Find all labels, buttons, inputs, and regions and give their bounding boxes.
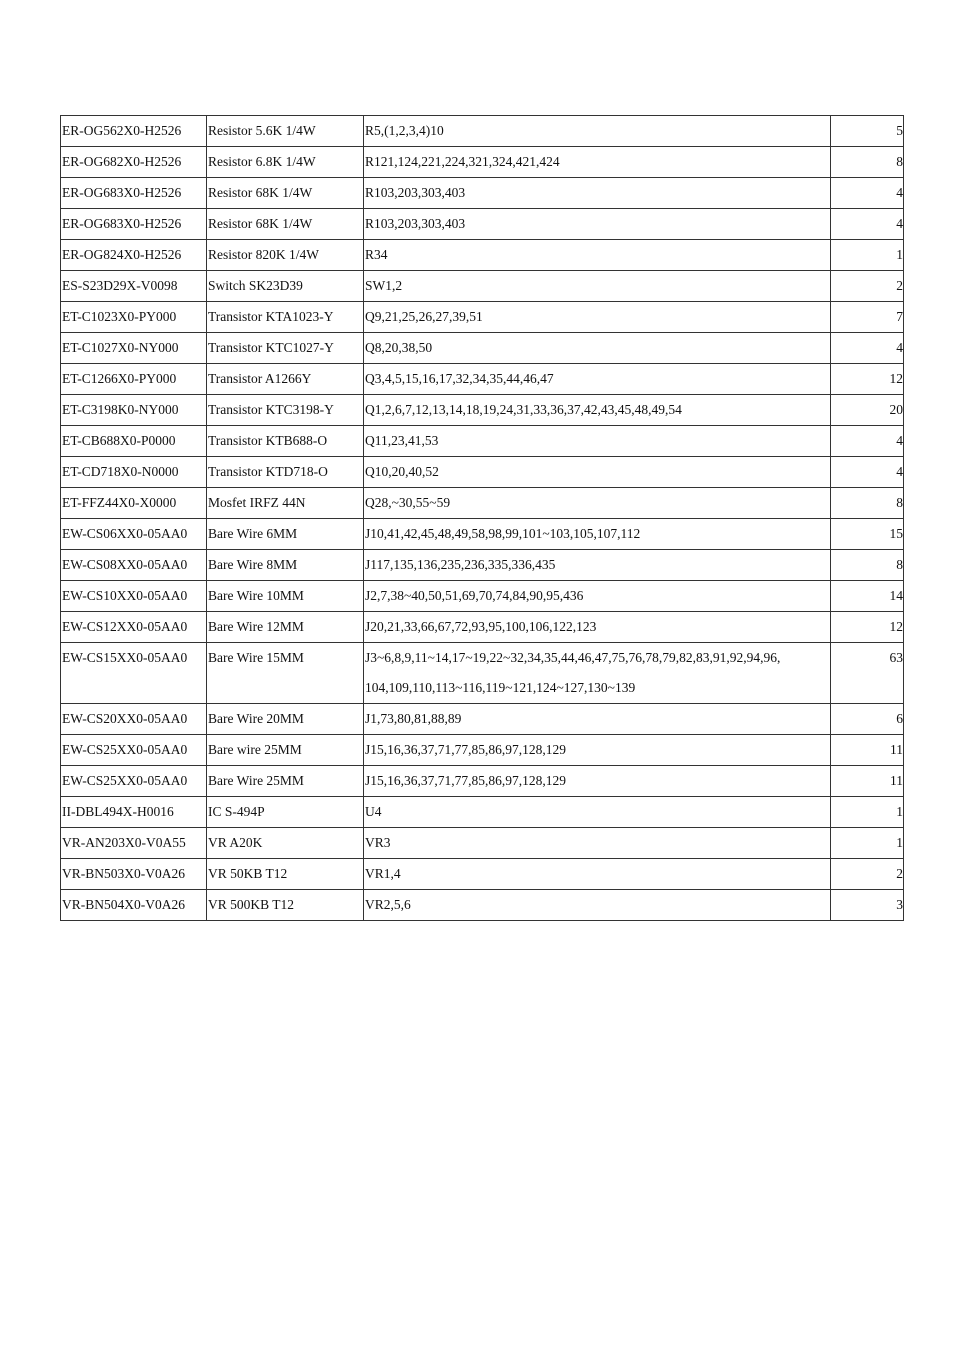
description-cell: Resistor 5.6K 1/4W xyxy=(207,116,364,147)
quantity-cell: 1 xyxy=(831,797,904,828)
quantity-cell: 11 xyxy=(831,735,904,766)
description-cell: VR 50KB T12 xyxy=(207,859,364,890)
table-row xyxy=(61,178,904,209)
reference-cell: J3~6,8,9,11~14,17~19,22~32,34,35,44,46,47,75,76,78,79,82,83,91,92,94,96, xyxy=(364,643,831,674)
table-row xyxy=(61,828,904,859)
description-cell: Bare Wire 10MM xyxy=(207,581,364,612)
description-cell: Bare Wire 12MM xyxy=(207,612,364,643)
part-number-cell: VR-AN203X0-V0A55 xyxy=(61,828,207,859)
reference-cell: Q1,2,6,7,12,13,14,18,19,24,31,33,36,37,42,43,45,48,49,54 xyxy=(364,395,831,426)
table-row xyxy=(61,488,904,519)
quantity-cell: 11 xyxy=(831,766,904,797)
part-number-cell: ER-OG683X0-H2526 xyxy=(61,178,207,209)
part-number-cell: EW-CS15XX0-05AA0 xyxy=(61,643,207,674)
part-number-cell: II-DBL494X-H0016 xyxy=(61,797,207,828)
part-number-cell: EW-CS20XX0-05AA0 xyxy=(61,704,207,735)
description-cell: Bare Wire 6MM xyxy=(207,519,364,550)
description-cell: Bare Wire 8MM xyxy=(207,550,364,581)
part-number-cell: EW-CS12XX0-05AA0 xyxy=(61,612,207,643)
table-row xyxy=(61,643,904,674)
quantity-cell: 8 xyxy=(831,550,904,581)
description-cell: Transistor KTD718-O xyxy=(207,457,364,488)
quantity-cell: 14 xyxy=(831,581,904,612)
table-row xyxy=(61,457,904,488)
quantity-cell: 8 xyxy=(831,488,904,519)
quantity-cell: 3 xyxy=(831,890,904,921)
description-cell: VR A20K xyxy=(207,828,364,859)
quantity-cell: 4 xyxy=(831,333,904,364)
quantity-cell: 2 xyxy=(831,859,904,890)
reference-cell: SW1,2 xyxy=(364,271,831,302)
reference-cell: J117,135,136,235,236,335,336,435 xyxy=(364,550,831,581)
quantity-cell: 7 xyxy=(831,302,904,333)
table-row xyxy=(61,364,904,395)
part-number-cell: ER-OG562X0-H2526 xyxy=(61,116,207,147)
reference-cell: Q10,20,40,52 xyxy=(364,457,831,488)
reference-cell: Q9,21,25,26,27,39,51 xyxy=(364,302,831,333)
reference-cell: U4 xyxy=(364,797,831,828)
reference-cell: VR2,5,6 xyxy=(364,890,831,921)
part-number-cell: EW-CS06XX0-05AA0 xyxy=(61,519,207,550)
table-row xyxy=(61,612,904,643)
description-cell: Mosfet IRFZ 44N xyxy=(207,488,364,519)
table-row xyxy=(61,333,904,364)
table-row xyxy=(61,704,904,735)
reference-cell: Q28,~30,55~59 xyxy=(364,488,831,519)
part-number-cell: ET-FFZ44X0-X0000 xyxy=(61,488,207,519)
bom-table-body xyxy=(61,116,904,921)
reference-cell: J2,7,38~40,50,51,69,70,74,84,90,95,436 xyxy=(364,581,831,612)
reference-cell: Q8,20,38,50 xyxy=(364,333,831,364)
table-row xyxy=(61,147,904,178)
table-row xyxy=(61,859,904,890)
quantity-cell: 20 xyxy=(831,395,904,426)
bom-table xyxy=(60,115,904,921)
empty-cell xyxy=(207,673,364,704)
reference-cell: Q3,4,5,15,16,17,32,34,35,44,46,47 xyxy=(364,364,831,395)
description-cell: Bare wire 25MM xyxy=(207,735,364,766)
table-row xyxy=(61,395,904,426)
table-row xyxy=(61,735,904,766)
part-number-cell: ES-S23D29X-V0098 xyxy=(61,271,207,302)
description-cell: Transistor KTC1027-Y xyxy=(207,333,364,364)
description-cell: Switch SK23D39 xyxy=(207,271,364,302)
reference-cell: VR3 xyxy=(364,828,831,859)
table-row xyxy=(61,797,904,828)
quantity-cell: 5 xyxy=(831,116,904,147)
part-number-cell: EW-CS25XX0-05AA0 xyxy=(61,766,207,797)
table-row xyxy=(61,550,904,581)
part-number-cell: ET-C3198K0-NY000 xyxy=(61,395,207,426)
part-number-cell: VR-BN503X0-V0A26 xyxy=(61,859,207,890)
part-number-cell: ER-OG824X0-H2526 xyxy=(61,240,207,271)
reference-cell: J15,16,36,37,71,77,85,86,97,128,129 xyxy=(364,766,831,797)
quantity-cell: 4 xyxy=(831,426,904,457)
part-number-cell: ET-CD718X0-N0000 xyxy=(61,457,207,488)
table-row xyxy=(61,581,904,612)
reference-cell: R34 xyxy=(364,240,831,271)
description-cell: Resistor 820K 1/4W xyxy=(207,240,364,271)
table-row xyxy=(61,766,904,797)
quantity-cell: 4 xyxy=(831,457,904,488)
quantity-cell: 1 xyxy=(831,240,904,271)
reference-cell: Q11,23,41,53 xyxy=(364,426,831,457)
quantity-cell: 2 xyxy=(831,271,904,302)
description-cell: Transistor A1266Y xyxy=(207,364,364,395)
reference-cell: J20,21,33,66,67,72,93,95,100,106,122,123 xyxy=(364,612,831,643)
description-cell: Bare Wire 25MM xyxy=(207,766,364,797)
reference-cell: J15,16,36,37,71,77,85,86,97,128,129 xyxy=(364,735,831,766)
table-row-continuation xyxy=(61,673,904,704)
quantity-cell: 4 xyxy=(831,178,904,209)
table-row xyxy=(61,519,904,550)
quantity-cell: 12 xyxy=(831,612,904,643)
description-cell: Transistor KTC3198-Y xyxy=(207,395,364,426)
part-number-cell: ER-OG683X0-H2526 xyxy=(61,209,207,240)
quantity-cell: 12 xyxy=(831,364,904,395)
description-cell: Bare Wire 15MM xyxy=(207,643,364,674)
description-cell: Resistor 68K 1/4W xyxy=(207,209,364,240)
table-row xyxy=(61,426,904,457)
part-number-cell: ET-CB688X0-P0000 xyxy=(61,426,207,457)
table-row xyxy=(61,209,904,240)
table-row xyxy=(61,116,904,147)
empty-cell xyxy=(831,673,904,704)
table-row xyxy=(61,890,904,921)
empty-cell xyxy=(61,673,207,704)
quantity-cell: 4 xyxy=(831,209,904,240)
table-row xyxy=(61,302,904,333)
description-cell: Transistor KTB688-O xyxy=(207,426,364,457)
description-cell: Resistor 68K 1/4W xyxy=(207,178,364,209)
part-number-cell: ET-C1266X0-PY000 xyxy=(61,364,207,395)
description-cell: IC S-494P xyxy=(207,797,364,828)
part-number-cell: EW-CS08XX0-05AA0 xyxy=(61,550,207,581)
quantity-cell: 1 xyxy=(831,828,904,859)
reference-cell: R5,(1,2,3,4)10 xyxy=(364,116,831,147)
quantity-cell: 6 xyxy=(831,704,904,735)
reference-cell: J1,73,80,81,88,89 xyxy=(364,704,831,735)
reference-cell: 104,109,110,113~116,119~121,124~127,130~139 xyxy=(364,673,831,704)
quantity-cell: 63 xyxy=(831,643,904,674)
reference-cell: VR1,4 xyxy=(364,859,831,890)
description-cell: Bare Wire 20MM xyxy=(207,704,364,735)
reference-cell: R103,203,303,403 xyxy=(364,209,831,240)
reference-cell: J10,41,42,45,48,49,58,98,99,101~103,105,107,112 xyxy=(364,519,831,550)
quantity-cell: 8 xyxy=(831,147,904,178)
quantity-cell: 15 xyxy=(831,519,904,550)
part-number-cell: ER-OG682X0-H2526 xyxy=(61,147,207,178)
description-cell: Resistor 6.8K 1/4W xyxy=(207,147,364,178)
part-number-cell: EW-CS10XX0-05AA0 xyxy=(61,581,207,612)
description-cell: VR 500KB T12 xyxy=(207,890,364,921)
reference-cell: R121,124,221,224,321,324,421,424 xyxy=(364,147,831,178)
table-row xyxy=(61,240,904,271)
description-cell: Transistor KTA1023-Y xyxy=(207,302,364,333)
part-number-cell: ET-C1023X0-PY000 xyxy=(61,302,207,333)
table-row xyxy=(61,271,904,302)
part-number-cell: VR-BN504X0-V0A26 xyxy=(61,890,207,921)
part-number-cell: ET-C1027X0-NY000 xyxy=(61,333,207,364)
reference-cell: R103,203,303,403 xyxy=(364,178,831,209)
part-number-cell: EW-CS25XX0-05AA0 xyxy=(61,735,207,766)
